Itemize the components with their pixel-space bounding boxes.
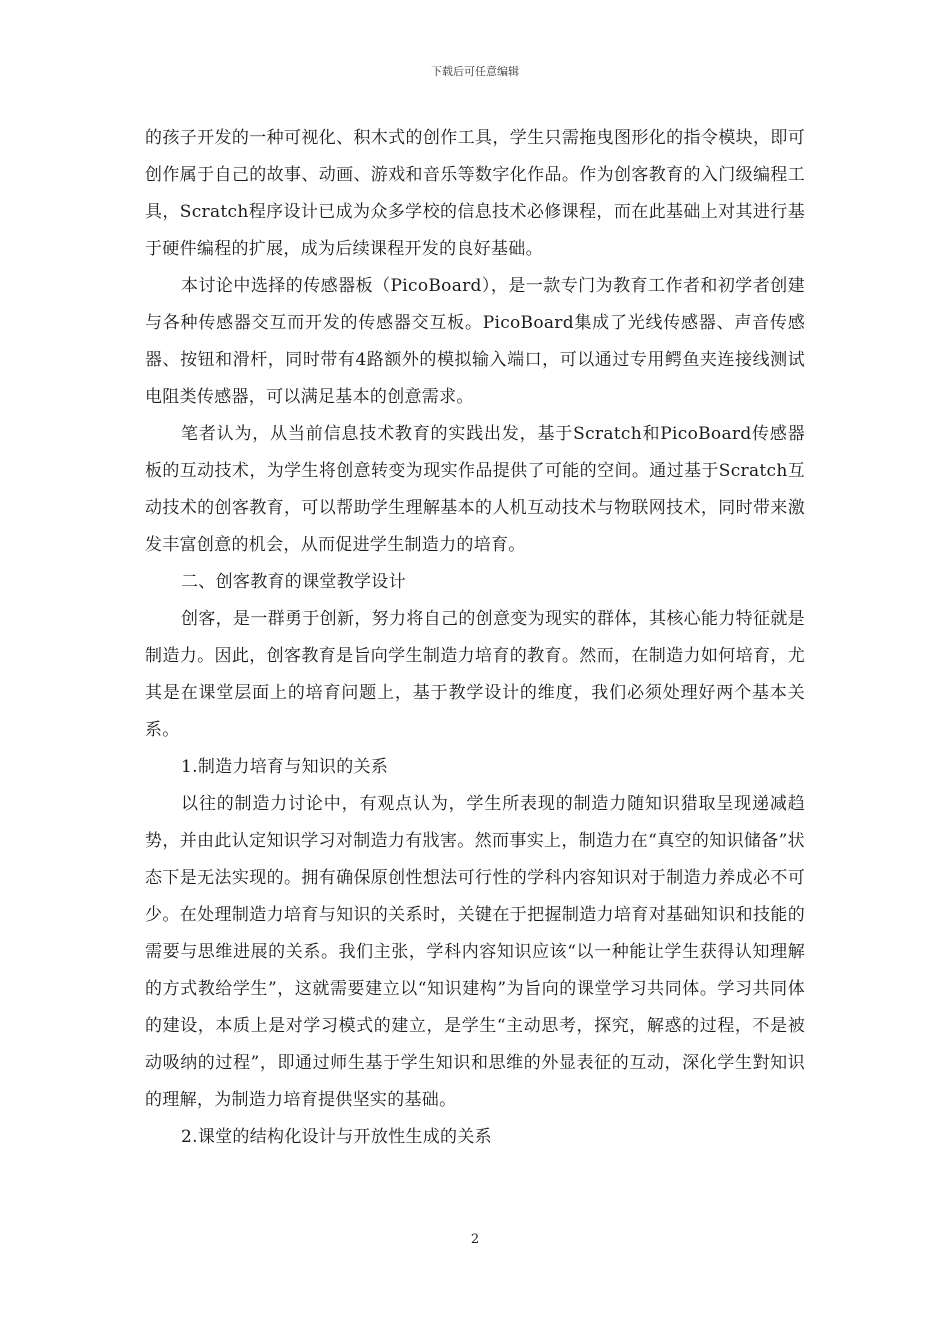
paragraph: 的孩子开发的一种可视化、积木式的创作工具，学生只需拖曳图形化的指令模块，即可创作属于自己的故事、动画、游戏和音乐等数字化作品。作为创客教育的入门级编程工具，Scratch程序设计已成为众多学校的信息技术必修课程，而在此基础上对其进行基于硬件编程的扩展，成为后续课程开发的良好基础。: [145, 128, 805, 259]
page-header: 下载后可任意编辑: [431, 65, 519, 78]
document-body: [145, 120, 805, 1156]
section-heading: 二、创客教育的课堂教学设计: [181, 572, 406, 592]
paragraph: 以往的制造力讨论中，有观点认为，学生所表现的制造力随知识猎取呈现递减趋势，并由此认定知识学习对制造力有戕害。然而事实上，制造力在“真空的知识储备”状态下是无法实现的。拥有确保原创性想法可行性的学科内容知识对于制造力养成必不可少。在处理制造力培育与知识的关系时，关键在于把握制造力培育对基础知识和技能的需要与思维进展的关系。我们主张，学科内容知识应该“以一种能让学生获得认知理解的方式教给学生”，这就需要建立以“知识建构”为旨向的课堂学习共同体。学习共同体的建设，本质上是对学习模式的建立，是学生“主动思考，探究，解惑的过程，不是被动吸纳的过程”，即通过师生基于学生知识和思维的外显表征的互动，深化学生對知识的理解，为制造力培育提供坚实的基础。: [145, 794, 805, 1110]
subsection-heading: 1.制造力培育与知识的关系: [181, 757, 389, 777]
page-number: 2: [470, 1232, 480, 1247]
paragraph: 笔者认为，从当前信息技术教育的实践出发，基于Scratch和PicoBoard传感器板的互动技术，为学生将创意转变为现实作品提供了可能的空间。通过基于Scratch互动技术的创客教育，可以帮助学生理解基本的人机互动技术与物联网技术，同时带来激发丰富创意的机会，从而促进学生制造力的培育。: [145, 424, 805, 555]
paragraph: 创客，是一群勇于创新，努力将自己的创意变为现实的群体，其核心能力特征就是制造力。因此，创客教育是旨向学生制造力培育的教育。然而，在制造力如何培育，尤其是在课堂层面上的培育问题上，基于教学设计的维度，我们必须处理好两个基本关系。: [145, 609, 805, 740]
subsection-heading: 2.课堂的结构化设计与开放性生成的关系: [181, 1127, 492, 1147]
paragraph: 本讨论中选择的传感器板（PicoBoard），是一款专门为教育工作者和初学者创建与各种传感器交互而开发的传感器交互板。PicoBoard集成了光线传感器、声音传感器、按钮和滑杆，同时带有4路额外的模拟输入端口，可以通过专用鳄鱼夹连接线测试电阻类传感器，可以满足基本的创意需求。: [145, 276, 805, 407]
